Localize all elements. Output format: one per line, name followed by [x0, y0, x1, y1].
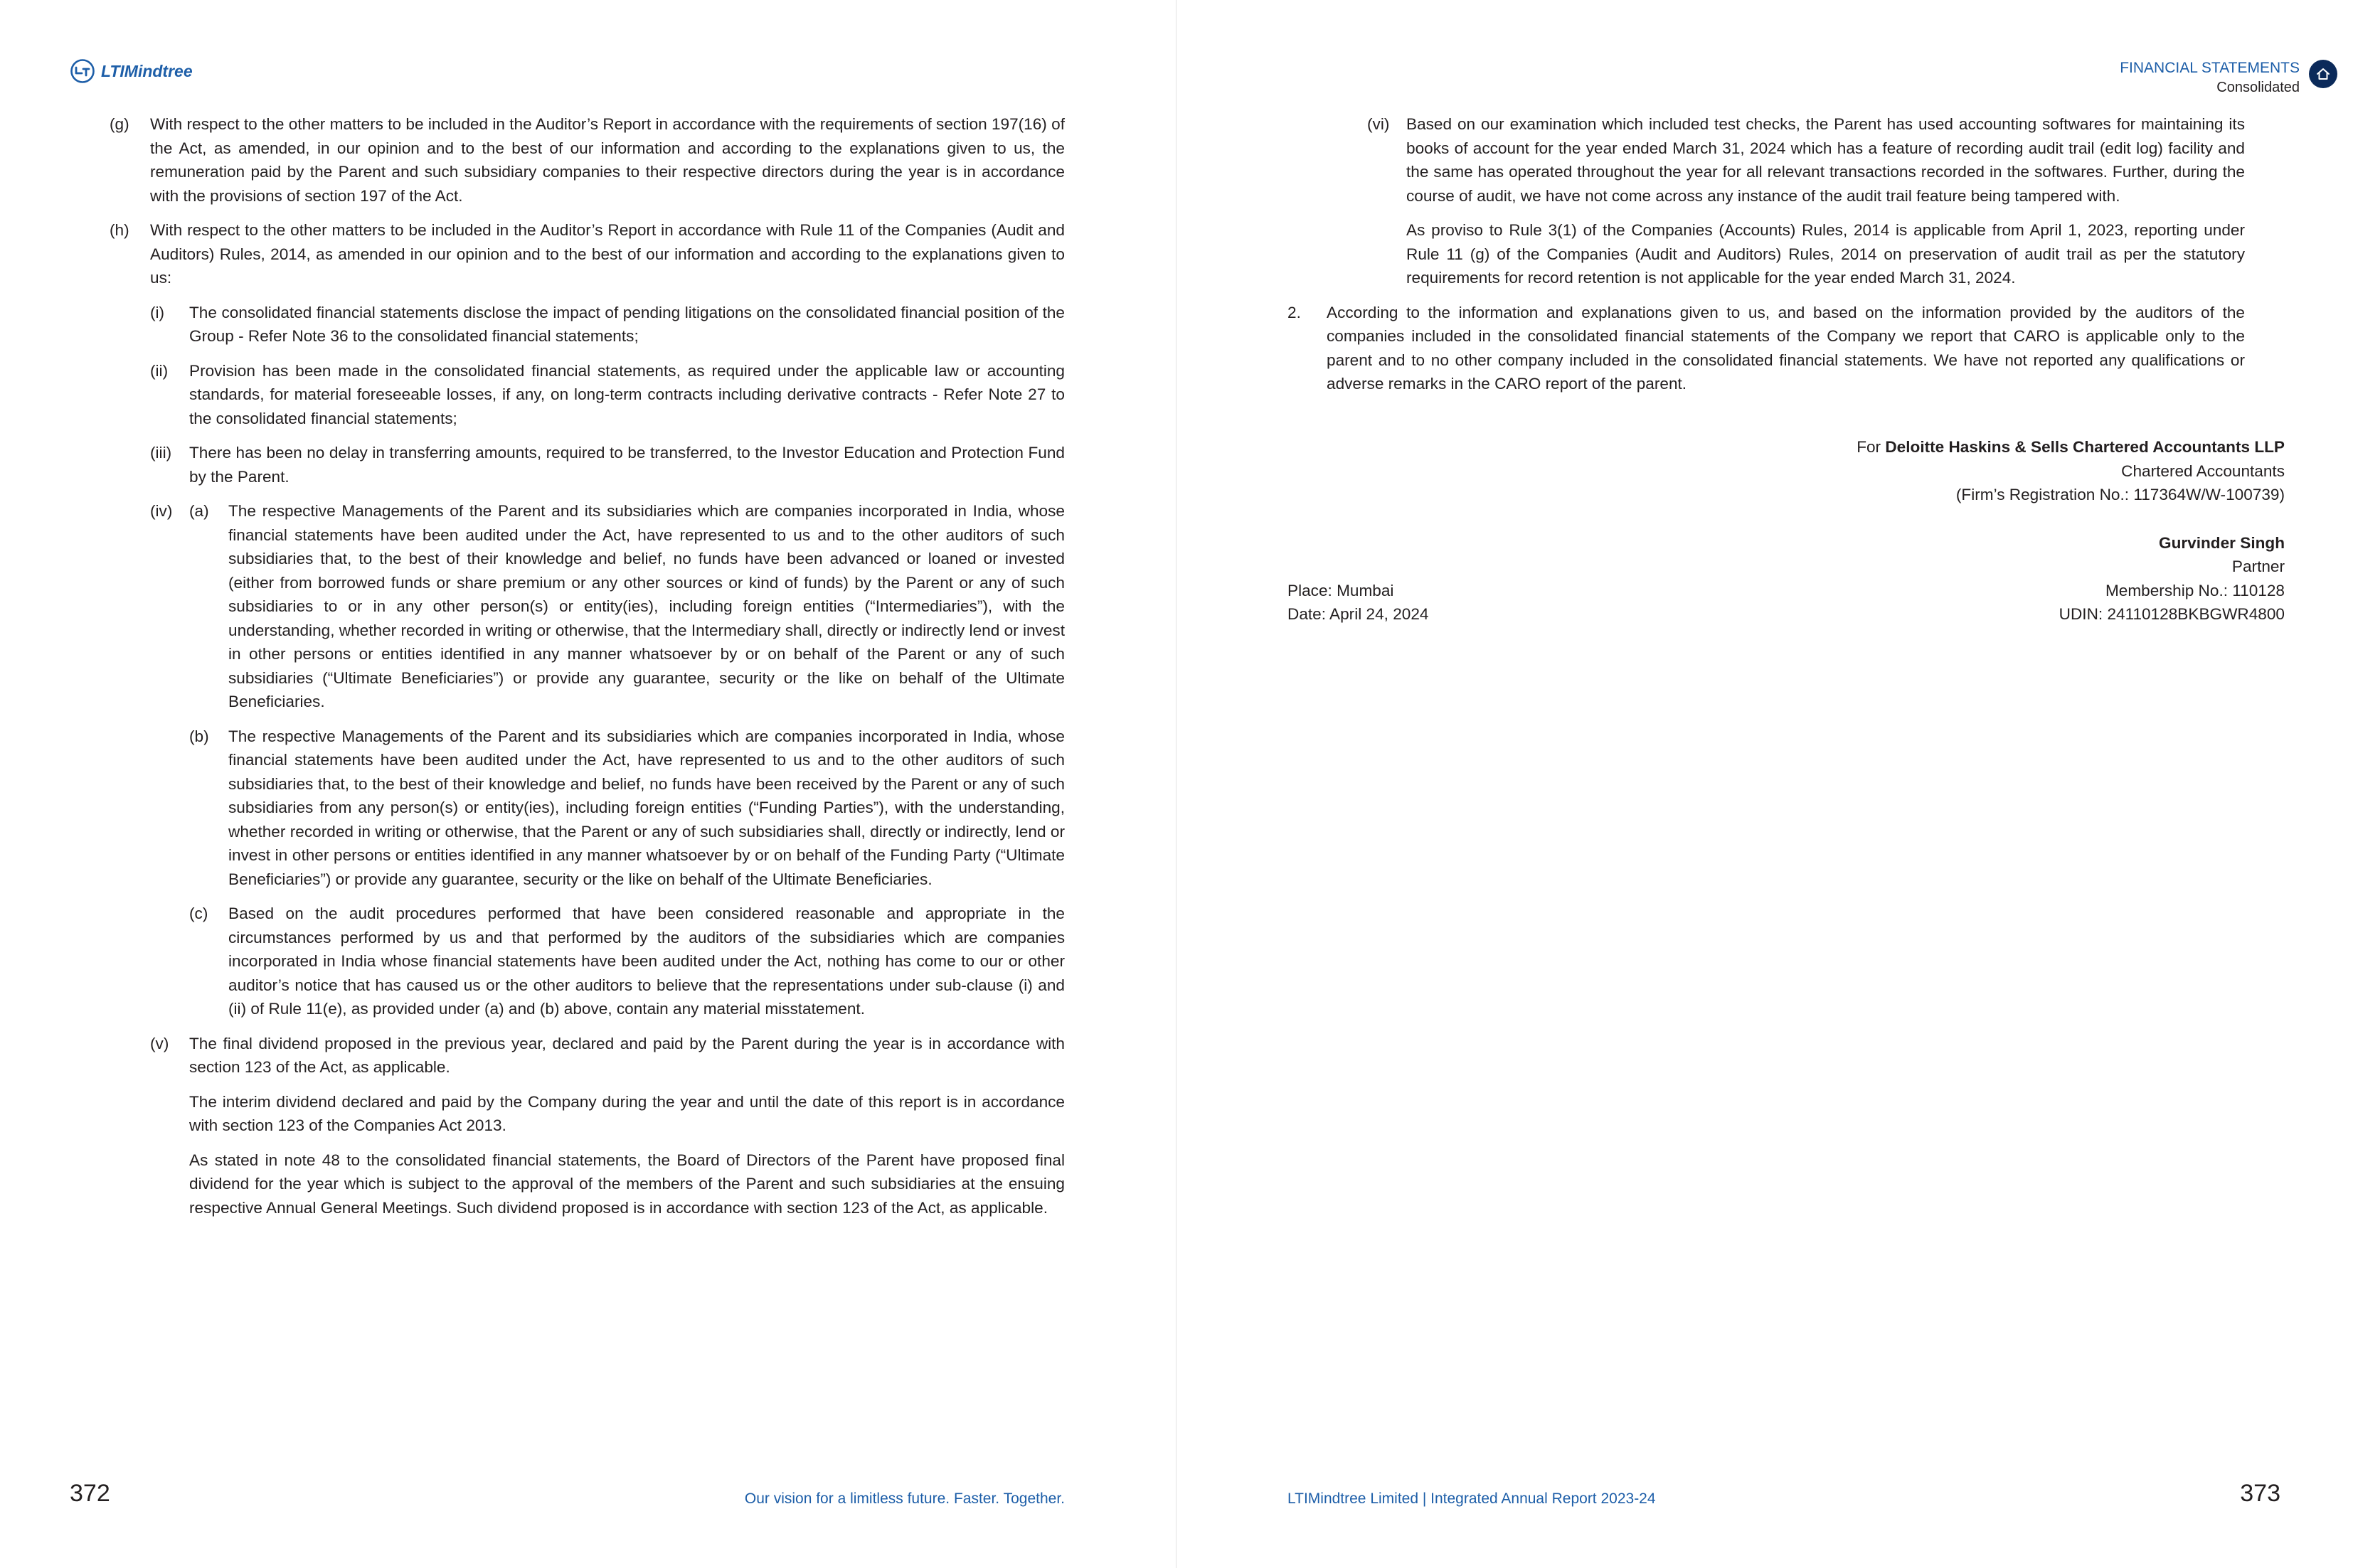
firm-name: Deloitte Haskins & Sells Chartered Accountants LLP	[1885, 438, 2285, 456]
subclause-iv-b	[189, 725, 1065, 892]
section-subtitle: Consolidated	[2216, 80, 2300, 95]
firm-type: Chartered Accountants	[2121, 462, 2285, 480]
lti-logo-icon	[70, 58, 95, 84]
clause-2	[1287, 301, 2245, 396]
page-number-right: 373	[2240, 1480, 2280, 1507]
subclause-number: (vi)	[1367, 115, 1390, 133]
subclause-v	[150, 1032, 1065, 1220]
place-membership-row	[1287, 579, 2285, 603]
item-text: The respective Managements of the Parent and its subsidiaries which are companies incorporated in India, whose financial statements have been audited under the Act, have represented to us and to the other auditors of such subsidiaries that, to the best of their knowledge and belief, no funds have been advanced or loaned or invested (either from borrowed funds or share premium or any other sources or kind of funds) by the Parent or any of such subsidiaries to or in any other person(s) or entity(ies), including foreign entities (“Intermediaries”), with the understanding, whether recorded in writing or otherwise, that the Intermediary shall, directly or indirectly lend or invest in other persons or entities identified in any manner whatsoever by or on behalf of the Parent or any of such subsidiaries (“Ultimate Beneficiaries”) or provide any guarantee, security or the like on behalf of the Ultimate Beneficiaries.	[228, 502, 1065, 710]
signature-block	[1287, 435, 2285, 626]
subclause-number: (iv)	[150, 502, 173, 520]
spacer	[1287, 507, 2285, 531]
udin: UDIN: 24110128BKBGWR4800	[2059, 605, 2285, 623]
partner-name: Gurvinder Singh	[2159, 533, 2285, 552]
dividend-paragraph: The final dividend proposed in the previous year, declared and paid by the Parent during the year is in accordance with section 123 of the Act, as applicable.	[189, 1034, 1065, 1076]
dividend-paragraph: As stated in note 48 to the consolidated financial statements, the Board of Directors of the Parent have proposed final dividend for the year which is subject to the approval of the members of the Parent and such subsidiaries at the ensuing respective Annual General Meetings. Such dividend proposed is in accordance with section 123 of the Act, as applicable.	[189, 1151, 1065, 1217]
page-number-left: 372	[70, 1480, 110, 1507]
subclause-iii	[150, 441, 1065, 489]
clause-text: With respect to the other matters to be included in the Auditor’s Report in accordance with the requirements of section 197(16) of the Act, as amended, in our opinion and to the best of our information and according to the explanations given to us, the remuneration paid by the Parent and such subsidiary companies to their respective directors during the year is in accordance with the provisions of section 197 of the Act.	[150, 115, 1065, 205]
dividend-paragraph: The interim dividend declared and paid by the Company during the year and until the date of this report is in accordance with section 123 of the Companies Act 2013.	[189, 1092, 1065, 1134]
date-udin-row	[1287, 602, 2285, 626]
item-letter: (c)	[189, 905, 208, 922]
subclause-text: The consolidated financial statements disclose the impact of pending litigations on the consolidated financial position of the Group - Refer Note 36 to the consolidated financial statements;	[189, 303, 1065, 345]
clause-number: (h)	[110, 221, 129, 239]
subclause-text: Provision has been made in the consolidated financial statements, as required under the applicable law or accounting standards, for material foreseeable losses, if any, on long-term contracts including derivative contracts - Refer Note 27 to the consolidated financial statements;	[189, 361, 1065, 427]
clause-h	[110, 218, 1065, 290]
item-text: Based on the audit procedures performed that have been considered reasonable and appropriate in the circumstances performed by us and that performed by the auditors of the subsidiaries which are companies incorporated in India whose financial statements have been audited under the Act, nothing has come to our or other auditor’s notice that has caused us or the other auditors to believe that the representations under sub-clause (i) and (ii) of Rule 11(e), as provided under (a) and (b) above, contain any material misstatement.	[228, 905, 1065, 1018]
company-logo[interactable]	[70, 58, 193, 84]
for-prefix: For	[1857, 438, 1886, 456]
audit-trail-paragraph: Based on our examination which included test checks, the Parent has used accounting softwares for maintaining its books of account for the year ended March 31, 2024 which has a feature of recording audit trail (edit log) facility and the same has operated throughout the year for all relevant transactions recorded in the softwares. Further, during the course of audit, we have not come across any instance of the audit trail feature being tampered with.	[1406, 115, 2245, 205]
subclause-number: (v)	[150, 1034, 169, 1052]
right-page	[1176, 0, 2353, 1568]
item-letter: (a)	[189, 502, 209, 520]
subclause-i	[150, 301, 1065, 348]
left-page-body	[110, 112, 1065, 1230]
home-icon	[2315, 66, 2331, 82]
firm-registration: (Firm’s Registration No.: 117364W/W-100739)	[1955, 486, 2285, 503]
subclause-iv-c	[189, 902, 1065, 1021]
subclause-number: (iii)	[150, 444, 172, 462]
logo-wordmark: LTIMindtree	[101, 61, 193, 80]
audit-trail-paragraph: As proviso to Rule 3(1) of the Companies (Accounts) Rules, 2014 is applicable from April 1, 2023, reporting under Rule 11 (g) of the Companies (Audit and Auditors) Rules, 2014 on preservation of audit trail as per the statutory requirements for record retention is not applicable for the year ended March 31, 2024.	[1406, 221, 2245, 287]
place: Place: Mumbai	[1287, 581, 1394, 599]
date: Date: April 24, 2024	[1287, 605, 1429, 623]
subclause-iv-a	[189, 499, 1065, 714]
partner-designation: Partner	[2231, 558, 2285, 575]
item-letter: (b)	[189, 727, 209, 745]
clause-number: 2.	[1287, 303, 1301, 321]
clause-text: According to the information and explanations given to us, and based on the information provided by the auditors of the companies included in the consolidated financial statements of the Company we report that CARO is applicable only to the parent and to no other company included in the consolidated financial statements. We have not reported any qualifications or adverse remarks in the CARO report of the parent.	[1327, 303, 2245, 393]
section-header	[2120, 58, 2300, 97]
left-page	[0, 0, 1176, 1568]
clause-text: With respect to the other matters to be included in the Auditor’s Report in accordance with Rule 11 of the Companies (Audit and Auditors) Rules, 2014, as amended in our opinion and to the best of our information and according to the explanations given to us:	[150, 221, 1065, 287]
item-text: The respective Managements of the Parent and its subsidiaries which are companies incorporated in India, whose financial statements have been audited under the Act, have represented to us and to the other auditors of such subsidiaries that, to the best of their knowledge and belief, no funds have been received by the Parent or any of such subsidiaries from any person(s) or entity(ies), including foreign entities (“Funding Parties”), with the understanding, whether recorded in writing or otherwise, that the Parent or any of such subsidiaries shall, directly or indirectly, lend or invest in other persons or entities identified in any manner whatsoever by or on behalf of the Funding Party (“Ultimate Beneficiaries”) or provide any guarantee, security or the like on behalf of the Ultimate Beneficiaries.	[228, 727, 1065, 888]
subclause-text: There has been no delay in transferring amounts, required to be transferred, to the Investor Education and Protection Fund by the Parent.	[189, 444, 1065, 486]
clause-g	[110, 112, 1065, 208]
footer-tagline: Our vision for a limitless future. Faster. Together.	[744, 1490, 1065, 1507]
firm-line	[1287, 435, 2285, 459]
subclause-iv	[150, 499, 1065, 1021]
subclause-number: (i)	[150, 303, 165, 321]
right-page-body	[1287, 112, 2245, 407]
subclause-vi	[1367, 112, 2245, 290]
home-button[interactable]	[2309, 60, 2337, 88]
section-title: FINANCIAL STATEMENTS	[2120, 60, 2300, 76]
clause-number: (g)	[110, 115, 129, 133]
subclause-number: (ii)	[150, 361, 169, 380]
footer-report-title: LTIMindtree Limited | Integrated Annual Report 2023-24	[1287, 1490, 1656, 1507]
membership-number: Membership No.: 110128	[2105, 581, 2285, 599]
subclause-ii	[150, 359, 1065, 431]
